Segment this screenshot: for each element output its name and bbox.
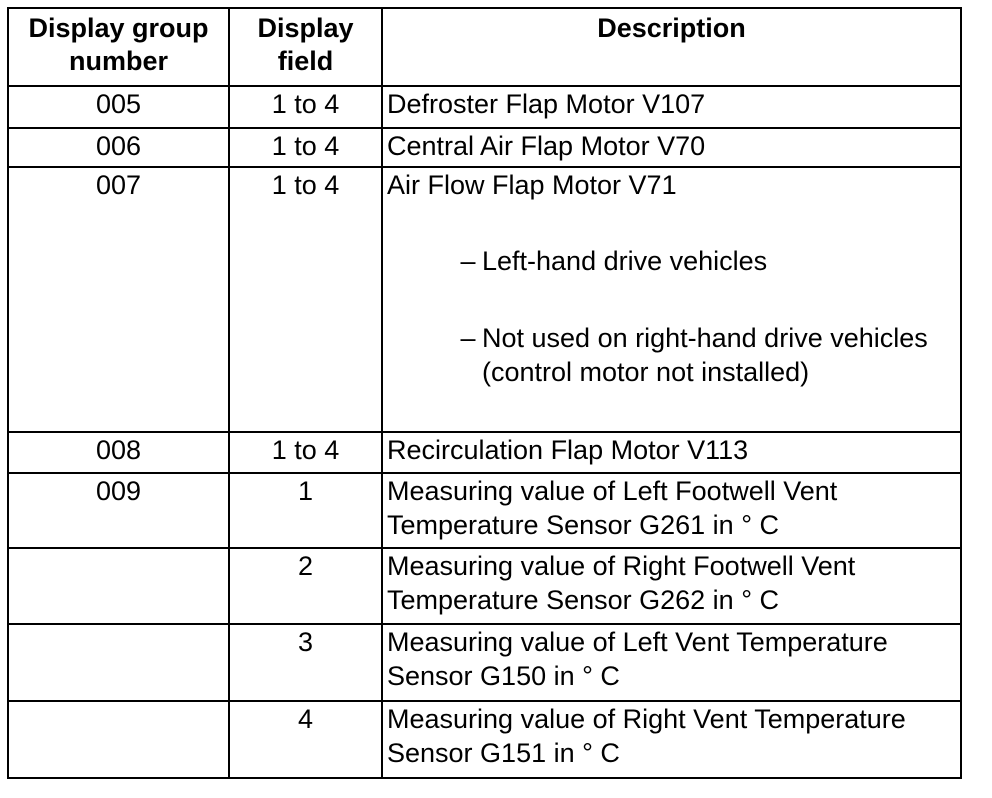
- description-cell: Measuring value of Right Vent Temperature Sensor G151 in ° C: [382, 701, 961, 778]
- display-field-cell: 1: [229, 473, 382, 548]
- group-number-cell: [8, 624, 229, 701]
- sub-item-text: Left-hand drive vehicles: [482, 246, 768, 276]
- table-row: [8, 624, 961, 701]
- group-number-cell: [8, 548, 229, 624]
- sub-item-text: Not used on right-hand drive vehicles (control motor not installed): [482, 323, 928, 387]
- display-field-cell: 1 to 4: [229, 167, 382, 432]
- display-field-cell: 3: [229, 624, 382, 701]
- display-field-cell: 1 to 4: [229, 86, 382, 128]
- table-row: [8, 86, 961, 128]
- table-row: [8, 432, 961, 473]
- group-number-cell: 006: [8, 128, 229, 167]
- display-field-cell: 1 to 4: [229, 432, 382, 473]
- description-cell: Central Air Flap Motor V70: [382, 128, 961, 167]
- header-display-field: Display field: [229, 8, 382, 86]
- sub-item: [460, 244, 960, 278]
- description-text: Air Flow Flap Motor V71: [387, 170, 677, 200]
- display-field-cell: 2: [229, 548, 382, 624]
- display-field-cell: 1 to 4: [229, 128, 382, 167]
- display-field-cell: 4: [229, 701, 382, 778]
- sub-item: [460, 321, 960, 389]
- group-number-cell: 007: [8, 167, 229, 432]
- description-cell: Measuring value of Left Footwell Vent Temperature Sensor G261 in ° C: [382, 473, 961, 548]
- group-number-cell: 005: [8, 86, 229, 128]
- table-row: [8, 167, 961, 432]
- header-display-group-number: Display group number: [8, 8, 229, 86]
- header-row: [8, 8, 961, 86]
- description-cell: Recirculation Flap Motor V113: [382, 432, 961, 473]
- description-cell: Measuring value of Left Vent Temperature Sensor G150 in ° C: [382, 624, 961, 701]
- description-cell: Measuring value of Right Footwell Vent Temperature Sensor G262 in ° C: [382, 548, 961, 624]
- table-row: [8, 473, 961, 548]
- dash-marker: –: [460, 246, 476, 276]
- header-description: Description: [382, 8, 961, 86]
- group-number-cell: [8, 701, 229, 778]
- group-number-cell: 009: [8, 473, 229, 548]
- description-cell: [382, 167, 961, 432]
- display-groups-table: [7, 7, 962, 779]
- table-row: [8, 701, 961, 778]
- dash-marker: –: [460, 323, 476, 353]
- table-row: [8, 128, 961, 167]
- description-cell: Defroster Flap Motor V107: [382, 86, 961, 128]
- group-number-cell: 008: [8, 432, 229, 473]
- table-row: [8, 548, 961, 624]
